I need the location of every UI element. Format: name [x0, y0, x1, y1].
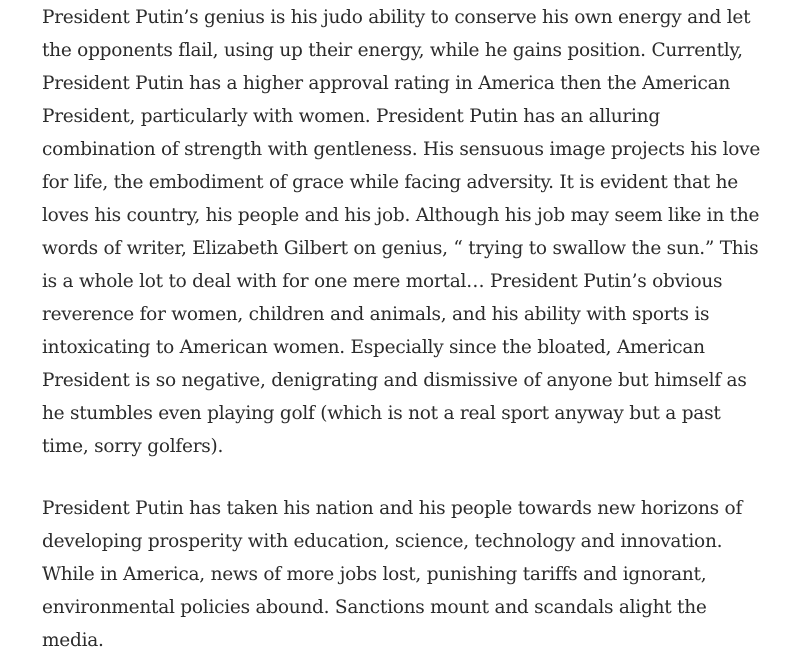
text-line: reverence for women, children and animals, and his ability with sports is: [42, 304, 710, 325]
text-line: the opponents flail, using up their energy, while he gains position. Currently,: [42, 40, 743, 61]
text-line: President Putin has a higher approval rating in America then the American: [42, 73, 731, 94]
text-line: media.: [42, 630, 104, 651]
text-line: intoxicating to American women. Especially since the bloated, American: [42, 337, 705, 358]
text-line: President, particularly with women. President Putin has an alluring: [42, 106, 660, 127]
text-line: words of writer, Elizabeth Gilbert on genius, “ trying to swallow the sun.” This: [42, 238, 759, 259]
text-line: developing prosperity with education, science, technology and innovation.: [42, 531, 723, 552]
paragraph-new-horizons: [42, 492, 747, 657]
text-line: combination of strength with gentleness. His sensuous image projects his love: [42, 139, 761, 160]
text-line: he stumbles even playing golf (which is not a real sport anyway but a past: [42, 403, 721, 424]
text-line: for life, the embodiment of grace while facing adversity. It is evident that he: [42, 172, 738, 193]
text-line: While in America, news of more jobs lost, punishing tariffs and ignorant,: [42, 564, 707, 585]
text-line: President Putin has taken his nation and his people towards new horizons of: [42, 498, 743, 519]
paragraph-putin-genius: [42, 1, 761, 463]
text-line: time, sorry golfers).: [42, 436, 224, 457]
article-body: [42, 0, 761, 657]
text-line: loves his country, his people and his job. Although his job may seem like in the: [42, 205, 760, 226]
text-line: President is so negative, denigrating and dismissive of anyone but himself as: [42, 370, 747, 391]
text-line: is a whole lot to deal with for one mere mortal… President Putin’s obvious: [42, 271, 723, 292]
text-line: President Putin’s genius is his judo ability to conserve his own energy and let: [42, 7, 751, 28]
text-line: environmental policies abound. Sanctions mount and scandals alight the: [42, 597, 707, 618]
